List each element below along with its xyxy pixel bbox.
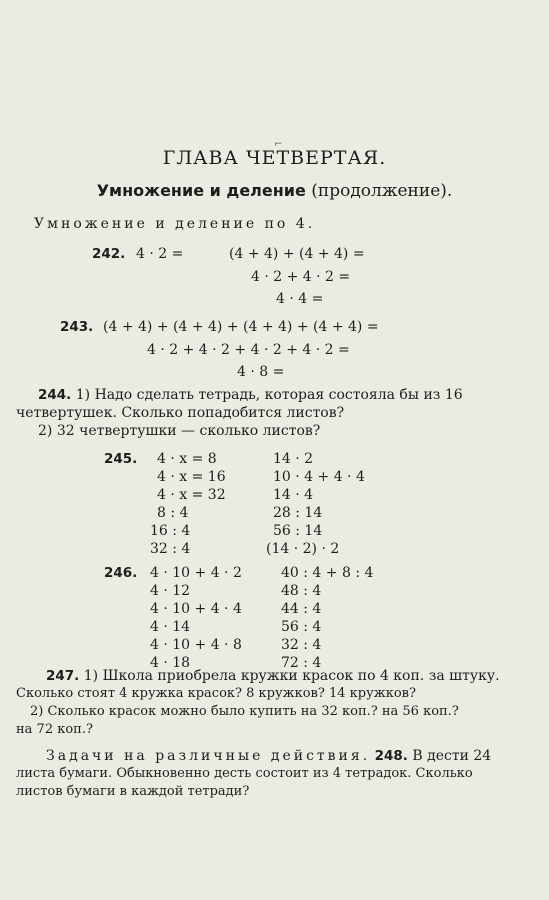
- ex246-right-6: 72 : 4: [281, 655, 322, 671]
- exercise-number: 244.: [38, 387, 72, 403]
- ex244-line3: 2) 32 четвертушки — сколько листов?: [38, 423, 321, 439]
- ex246-right-4: 56 : 4: [281, 619, 322, 635]
- ex246-left-6: 4 · 18: [150, 655, 191, 671]
- ex243-line1: (4 + 4) + (4 + 4) + (4 + 4) + (4 + 4) =: [103, 319, 379, 335]
- ex245-left-6: 32 : 4: [150, 541, 191, 557]
- exercise-number: 248.: [374, 748, 408, 764]
- subheading: Умножение и деление по 4.: [34, 216, 316, 232]
- exercise-number: 245.: [104, 451, 138, 467]
- chapter-title: ГЛАВА ЧЕТВЕРТАЯ.: [162, 147, 387, 169]
- ex248-line2: листа бумаги. Обыкновенно десть состоит из 4 тетрадок. Сколько: [16, 766, 473, 781]
- ex245-left-2: 4 · x = 16: [157, 469, 226, 485]
- ex242-line1-right: (4 + 4) + (4 + 4) =: [229, 246, 365, 262]
- tasks-lead: Задачи на различные действия.: [46, 748, 371, 764]
- ex242-line1-left: 4 · 2 =: [136, 246, 184, 262]
- ex246-right-5: 32 : 4: [281, 637, 322, 653]
- ex246-left-2: 4 · 12: [150, 583, 191, 599]
- ex246-left-5: 4 · 10 + 4 · 8: [150, 637, 242, 653]
- ex246-right-2: 48 : 4: [281, 583, 322, 599]
- ex245-left-3: 4 · x = 32: [157, 487, 226, 503]
- ex245-right-6: (14 · 2) · 2: [266, 541, 340, 557]
- section-title-bold: Умножение и деление: [96, 181, 306, 200]
- ex248-line3: листов бумаги в каждой тетради?: [16, 784, 250, 799]
- exercise-number: 242.: [92, 246, 126, 262]
- ex245-left-1: 4 · x = 8: [157, 451, 217, 467]
- ex247-line1: 247. 1) Школа приобрела кружки красок по 4 коп. за штуку.: [46, 668, 500, 684]
- ex246-left-4: 4 · 14: [150, 619, 191, 635]
- ex245-right-1: 14 · 2: [273, 451, 314, 467]
- ex247-line4: на 72 коп.?: [16, 722, 93, 737]
- ex245-right-3: 14 · 4: [273, 487, 314, 503]
- exercise-number: 246.: [104, 565, 138, 581]
- ex245-left-4: 8 : 4: [157, 505, 189, 521]
- ex246-right-1: 40 : 4 + 8 : 4: [281, 565, 374, 581]
- ex247-line2: Сколько стоят 4 кружка красок? 8 кружков? 14 кружков?: [16, 686, 416, 701]
- ex243-line2: 4 · 2 + 4 · 2 + 4 · 2 + 4 · 2 =: [147, 342, 350, 358]
- exercise-number: 247.: [46, 668, 80, 684]
- ex242-line2: 4 · 2 + 4 · 2 =: [251, 269, 351, 285]
- ex243-line3: 4 · 8 =: [237, 364, 285, 380]
- ex245-right-2: 10 · 4 + 4 · 4: [273, 469, 365, 485]
- ex246-left-3: 4 · 10 + 4 · 4: [150, 601, 242, 617]
- ex245-right-5: 56 : 14: [273, 523, 323, 539]
- ex244-line1: 244. 1) Надо сделать тетрадь, которая состояла бы из 16: [38, 387, 463, 403]
- section-title-rest: (продолжение).: [305, 181, 453, 201]
- ex245-left-5: 16 : 4: [150, 523, 191, 539]
- print-mark: ⌐: [274, 139, 283, 150]
- ex242-line3: 4 · 4 =: [276, 291, 324, 307]
- ex248-line1: Задачи на различные действия. 248. В дести 24: [46, 748, 492, 764]
- exercise-number: 243.: [60, 319, 94, 335]
- section-title: [0, 181, 549, 201]
- ex245-right-4: 28 : 14: [273, 505, 323, 521]
- ex247-line3: 2) Сколько красок можно было купить на 32 коп.? на 56 коп.?: [30, 704, 459, 719]
- ex246-left-1: 4 · 10 + 4 · 2: [150, 565, 242, 581]
- ex246-right-3: 44 : 4: [281, 601, 322, 617]
- ex244-line2: четвертушек. Сколько попадобится листов?: [16, 405, 345, 421]
